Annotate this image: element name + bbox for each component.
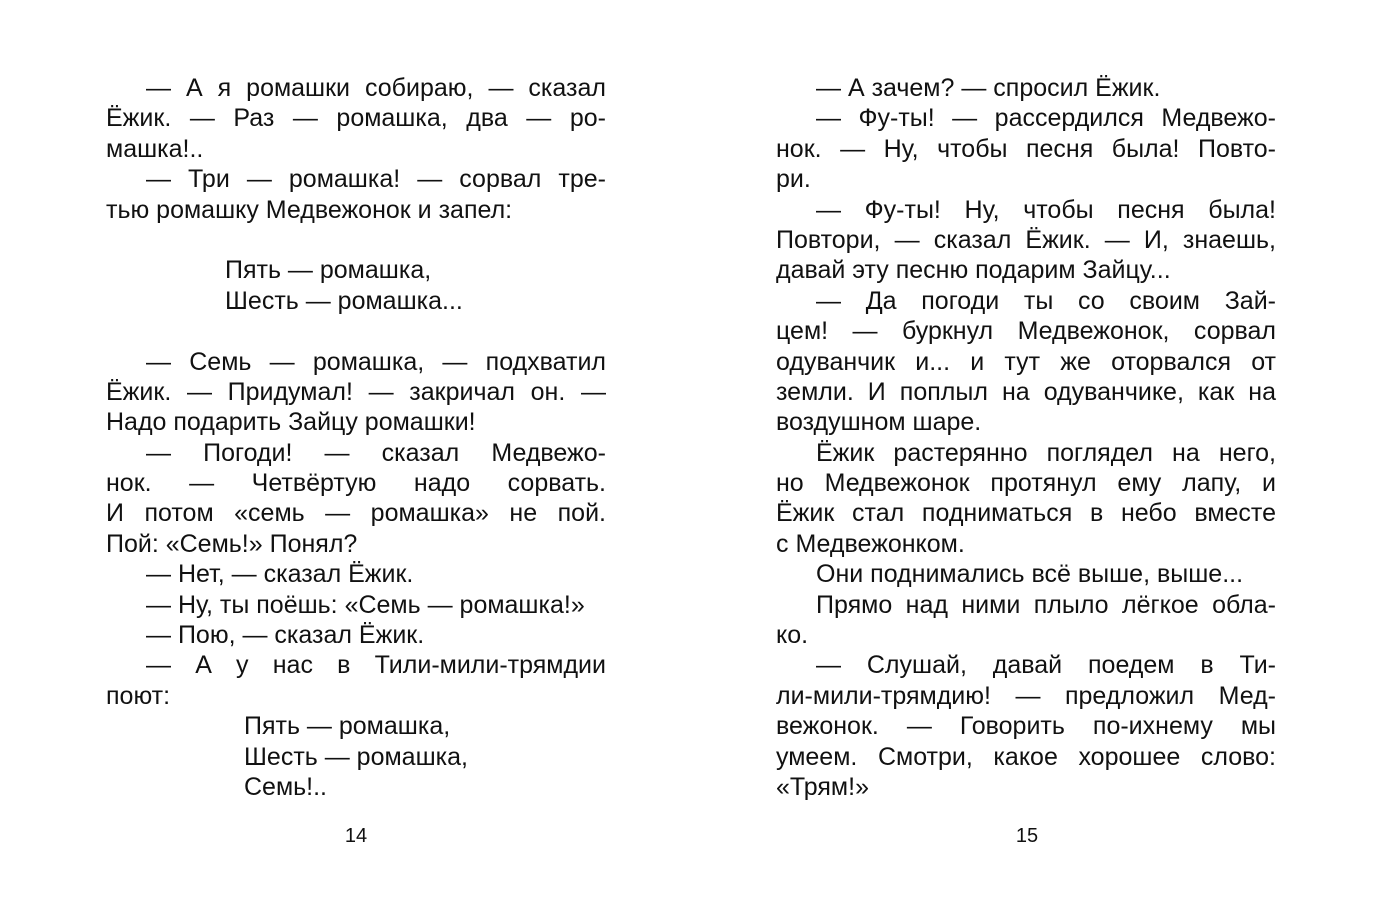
text-line: нок. — Ну, чтобы песня была! Повто-	[776, 134, 1276, 163]
verse-line: Шесть — ромашка...	[225, 286, 463, 315]
text-line: Пой: «Семь!» Понял?	[106, 529, 358, 558]
text-line: ко.	[776, 621, 809, 650]
text-line: Прямо над ними плыло лёгкое обла-	[816, 590, 1276, 619]
text-line: Ёжик растерянно поглядел на него,	[816, 438, 1276, 467]
text-line: нок. — Четвёртую надо сорвать.	[106, 469, 606, 498]
text-line: — Пою, — сказал Ёжик.	[146, 621, 425, 650]
blank-line	[106, 316, 606, 346]
left-page-number: 14	[344, 825, 368, 847]
text-line: Повтори, — сказал Ёжик. — И, знаешь,	[776, 225, 1276, 254]
text-line: — Ну, ты поёшь: «Семь — ромашка!»	[146, 590, 585, 619]
text-line: умеем. Смотри, какое хорошее слово:	[776, 742, 1276, 771]
text-line: «Трям!»	[776, 772, 869, 801]
text-line: — А зачем? — спросил Ёжик.	[816, 74, 1161, 102]
verse-line: Шесть — ромашка,	[244, 742, 468, 771]
text-line: И потом «семь — ромашка» не пой.	[106, 499, 606, 528]
text-line: но Медвежонок протянул ему лапу, и	[776, 469, 1276, 498]
text-line: — Фу-ты! — рассердился Медвежо-	[816, 104, 1276, 133]
text-line: — А у нас в Тили-мили-трямдии	[146, 651, 606, 680]
text-line: Надо подарить Зайцу ромашки!	[106, 408, 476, 437]
text-line: — Фу-ты! Ну, чтобы песня была!	[816, 195, 1276, 224]
verse-line: Семь!..	[244, 772, 328, 801]
text-line: с Медвежонком.	[776, 529, 965, 558]
right-page-text	[776, 73, 1276, 802]
verse-line: Пять — ромашка,	[244, 712, 451, 741]
text-line: Они поднимались всё выше, выше...	[816, 560, 1244, 589]
text-line: одуванчик и... и тут же оторвался от	[776, 347, 1276, 376]
text-line: — Погоди! — сказал Медвежо-	[146, 438, 606, 467]
text-line: Ёжик стал подниматься в небо вместе	[776, 499, 1276, 528]
right-page-number: 15	[1015, 825, 1039, 847]
text-line: воздушном шаре.	[776, 408, 982, 437]
text-line: поют:	[106, 681, 171, 710]
text-line: — Слушай, давай поедем в Ти-	[816, 651, 1276, 680]
text-line: Ёжик. — Раз — ромашка, два — ро-	[106, 104, 606, 133]
left-page-text	[106, 73, 606, 802]
text-line: — Три — ромашка! — сорвал тре-	[146, 165, 606, 194]
text-line: — Нет, — сказал Ёжик.	[146, 560, 414, 589]
verse-line: Пять — ромашка,	[225, 256, 432, 285]
text-line: ри.	[776, 165, 811, 194]
text-line: машка!..	[106, 134, 204, 163]
text-line: тью ромашку Медвежонок и запел:	[106, 195, 513, 224]
text-line: — А я ромашки собираю, — сказал	[146, 74, 606, 102]
text-line: Ёжик. — Придумал! — закричал он. —	[106, 377, 606, 406]
text-line: цем! — буркнул Медвежонок, сорвал	[776, 317, 1276, 346]
text-line: — Семь — ромашка, — подхватил	[146, 347, 606, 376]
blank-line	[106, 225, 606, 255]
text-line: — Да погоди ты со своим Зай-	[816, 286, 1276, 315]
text-line: ли-мили-трямдию! — предложил Мед-	[776, 681, 1276, 710]
text-line: земли. И поплыл на одуванчике, как на	[776, 377, 1276, 406]
text-line: вежонок. — Говорить по-ихнему мы	[776, 712, 1276, 741]
text-line: давай эту песню подарим Зайцу...	[776, 256, 1171, 285]
